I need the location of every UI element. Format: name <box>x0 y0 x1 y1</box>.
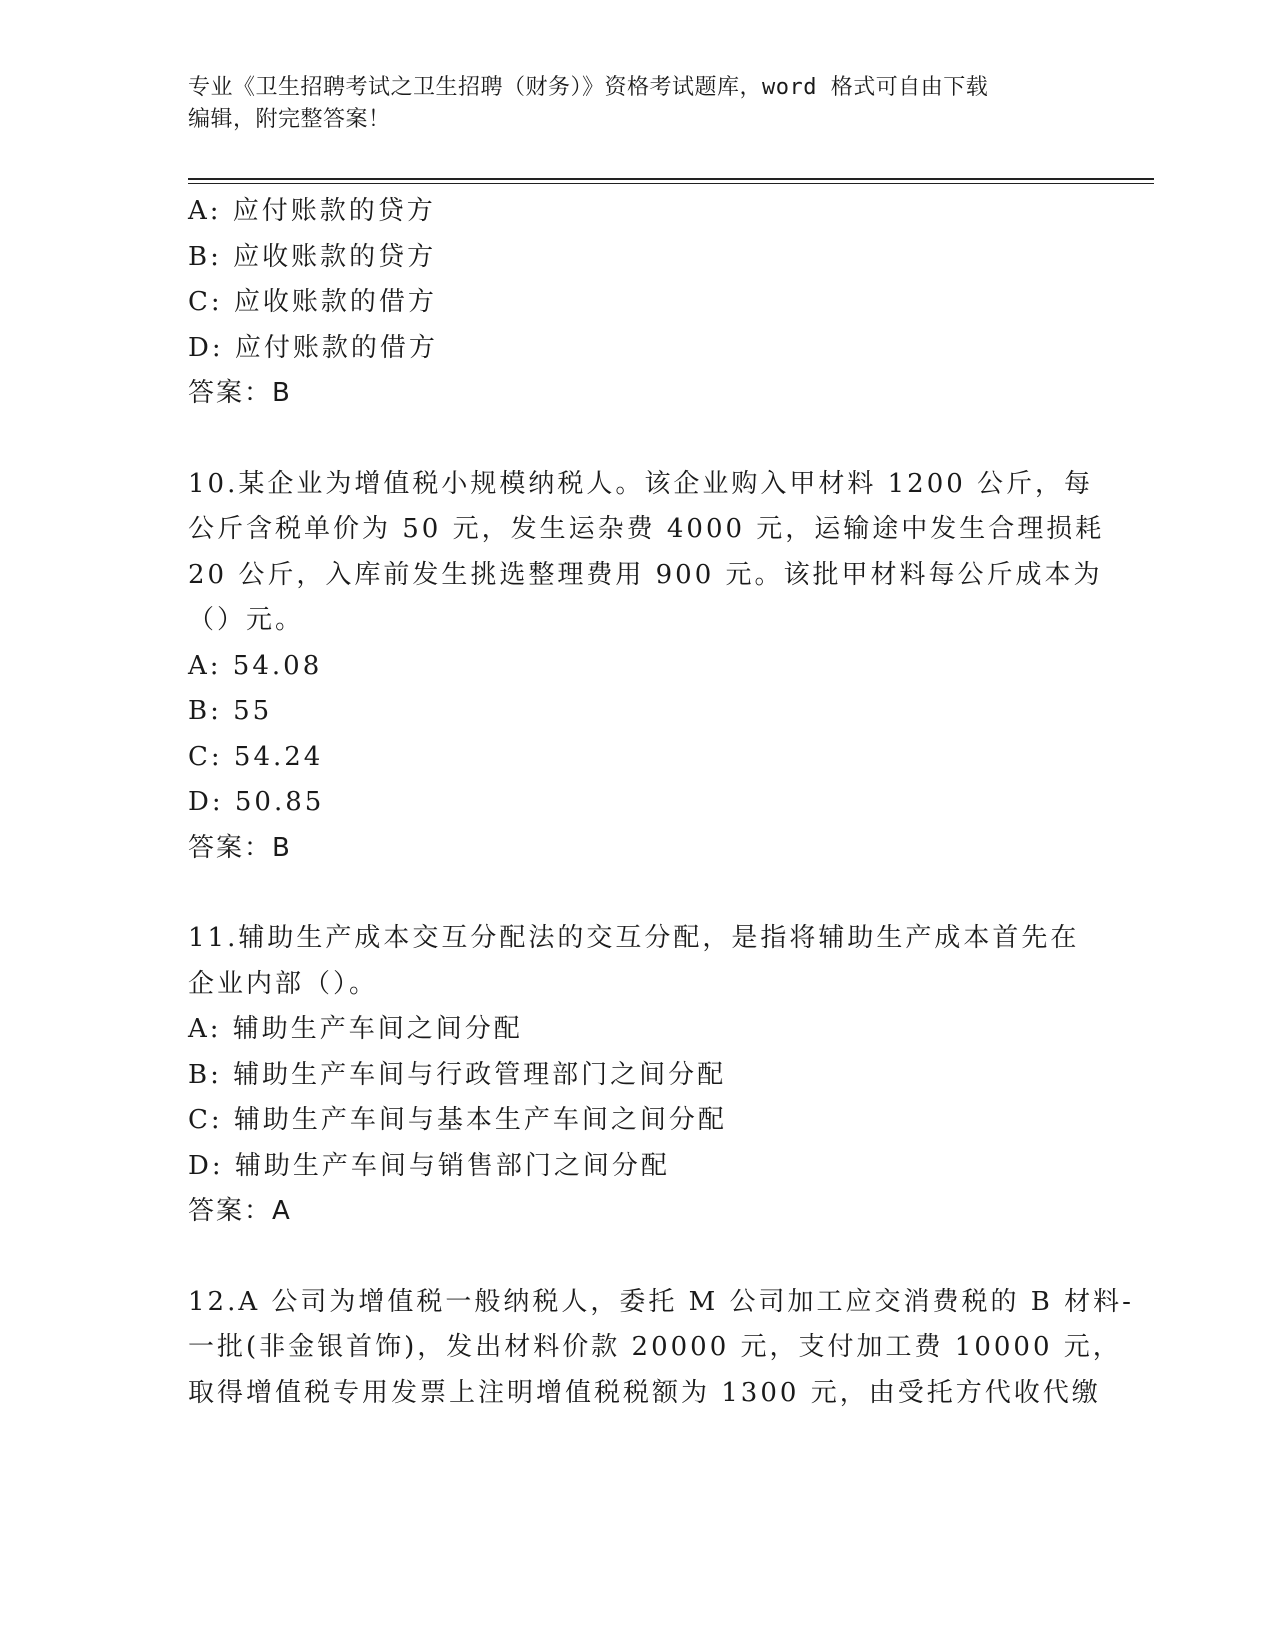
question-10-block <box>188 462 1105 872</box>
question-text-line: 11.辅助生产成本交互分配法的交互分配，是指将辅助生产成本首先在 <box>188 923 1080 953</box>
question-12-block <box>188 1280 1134 1417</box>
header-rule-thick <box>188 178 1154 180</box>
question-text-line: 一批(非金银首饰)，发出材料价款 20000 元，支付加工费 10000 元， <box>188 1332 1122 1362</box>
spacer <box>188 871 1088 916</box>
option-d: D: 辅助生产车间与销售部门之间分配 <box>188 1150 670 1181</box>
question-text-line: 12.A 公司为增值税一般纳税人，委托 M 公司加工应交消费税的 B 材料- <box>188 1286 1134 1317</box>
option-b: B: 55 <box>188 696 273 726</box>
option-d: D: 应付账款的借方 <box>188 332 438 363</box>
option-a: A: 应付账款的贷方 <box>188 196 436 226</box>
option-c: C: 辅助生产车间与基本生产车间之间分配 <box>188 1105 727 1135</box>
question-content <box>188 189 1134 1416</box>
question-9-block <box>188 189 1088 417</box>
option-c: C: 应收账款的借方 <box>188 287 437 317</box>
question-text-line: 企业内部（）。 <box>188 968 379 999</box>
header-rule-thin <box>188 183 1154 184</box>
header-line-1: 专业《卫生招聘考试之卫生招聘（财务）》资格考试题库，word 格式可自由下载 <box>188 75 989 100</box>
answer-line: 答案：A <box>188 1196 292 1226</box>
option-c: C: 54.24 <box>188 741 324 772</box>
header-line-2: 编辑，附完整答案！ <box>188 107 391 132</box>
question-text-line: 取得增值税专用发票上注明增值税税额为 1300 元，由受托方代收代缴 <box>188 1377 1101 1408</box>
question-text-line: （）元。 <box>188 605 305 635</box>
option-a: A: 辅助生产车间之间分配 <box>188 1014 523 1044</box>
answer-line: 答案：B <box>188 832 292 863</box>
spacer <box>188 417 1088 462</box>
answer-line: 答案：B <box>188 378 292 408</box>
option-b: B: 辅助生产车间与行政管理部门之间分配 <box>188 1059 727 1090</box>
question-11-block <box>188 916 1088 1235</box>
question-text-line: 20 公斤，入库前发生挑选整理费用 900 元。该批甲材料每公斤成本为 <box>188 559 1103 590</box>
spacer <box>188 1235 1088 1280</box>
question-text-line: 10.某企业为增值税小规模纳税人。该企业购入甲材料 1200 公斤，每 <box>188 468 1094 499</box>
option-b: B: 应收账款的贷方 <box>188 241 437 272</box>
option-a: A: 54.08 <box>188 650 323 681</box>
option-d: D: 50.85 <box>188 787 325 817</box>
question-text-line: 公斤含税单价为 50 元，发生运杂费 4000 元，运输途中发生合理损耗 <box>188 514 1105 544</box>
document-header <box>188 72 1088 136</box>
